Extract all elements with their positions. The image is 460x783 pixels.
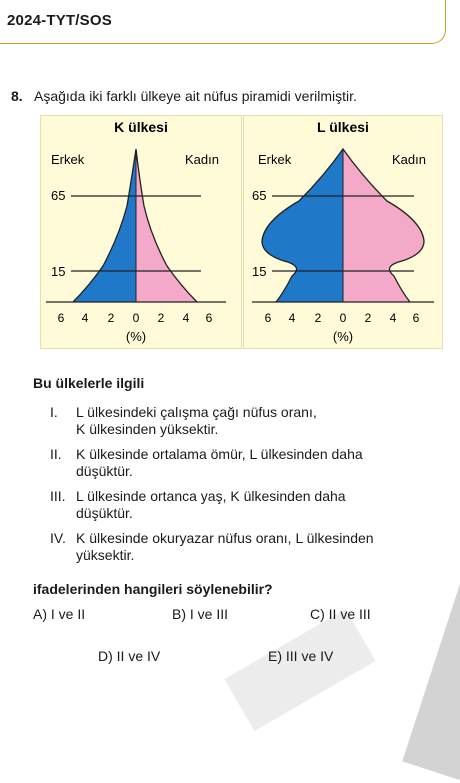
decorative-stripe (224, 609, 375, 731)
tick-label: 4 (288, 311, 296, 325)
tick-label: 6 (205, 311, 213, 325)
statement-text: L ülkesinde ortanca yaş, K ülkesinden daha düşüktür. (76, 488, 346, 521)
lead-text: Bu ülkelerle ilgili (33, 375, 145, 391)
tick-label: 4 (389, 311, 397, 325)
exam-header (0, 0, 446, 44)
age-label-65: 65 (51, 188, 66, 203)
pyramid-k-panel (40, 115, 242, 349)
male-label: Erkek (51, 152, 85, 167)
question-number: 8. (11, 88, 23, 104)
female-area (343, 149, 424, 302)
choice-b[interactable]: B) I ve III (172, 606, 229, 622)
male-area (262, 149, 343, 302)
statement-text: L ülkesindeki çalışma çağı nüfus oranı, K ülkesinden yüksektir. (76, 404, 317, 437)
statement-text: K ülkesinde okuryazar nüfus oranı, L ülkesinden yüksektir. (76, 530, 374, 563)
tick-label: 0 (132, 311, 140, 325)
female-label: Kadın (392, 152, 426, 167)
question-stem: Aşağıda iki farklı ülkeye ait nüfus piramidi verilmiştir. (34, 88, 357, 104)
tick-label: 6 (412, 311, 420, 325)
statement-number: IV. (50, 530, 66, 546)
tick-label: 4 (182, 311, 190, 325)
pyramid-title: K ülkesi (114, 119, 168, 135)
tick-label: 6 (57, 311, 65, 325)
male-area (73, 149, 136, 302)
choice-c[interactable]: C) II ve III (310, 606, 371, 622)
x-axis-ticks (265, 311, 420, 325)
tick-label: 6 (264, 311, 272, 325)
female-label: Kadın (185, 152, 219, 167)
pyramid-title: L ülkesi (317, 119, 369, 135)
x-axis-ticks (58, 311, 213, 325)
choice-a[interactable]: A) I ve II (33, 606, 86, 622)
tick-label: 2 (107, 311, 115, 325)
statement-number: III. (50, 488, 66, 504)
unit-label: (%) (125, 329, 147, 344)
age-label-15: 15 (252, 264, 267, 279)
statement-number: I. (50, 404, 58, 420)
question-prompt: ifadelerinden hangileri söylenebilir? (33, 581, 273, 597)
age-label-65: 65 (252, 188, 267, 203)
male-label: Erkek (258, 152, 292, 167)
tick-label: 4 (81, 311, 89, 325)
statement-text: K ülkesinde ortalama ömür, L ülkesinden daha düşüktür. (76, 446, 363, 479)
pyramid-l-panel (243, 115, 443, 349)
statement-number: II. (50, 446, 62, 462)
tick-label: 2 (157, 311, 165, 325)
choice-e[interactable]: E) III ve IV (268, 648, 334, 664)
age-label-15: 15 (51, 264, 66, 279)
pyramid-l-figure (244, 116, 442, 348)
unit-label: (%) (332, 329, 354, 344)
pyramid-k-figure (41, 116, 241, 348)
exam-title: 2024-TYT/SOS (7, 12, 112, 29)
tick-label: 0 (339, 311, 347, 325)
tick-label: 2 (314, 311, 322, 325)
female-area (136, 149, 197, 302)
tick-label: 2 (364, 311, 372, 325)
choice-d[interactable]: D) II ve IV (98, 648, 161, 664)
